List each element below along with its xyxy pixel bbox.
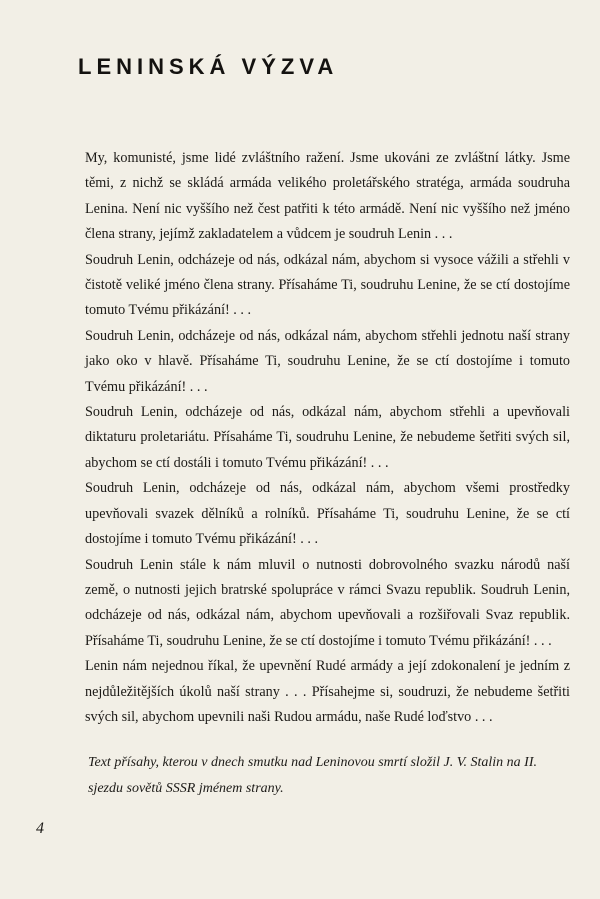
page-title: LENINSKÁ VÝZVA xyxy=(78,54,339,79)
source-caption: Text přísahy, kterou v dnech smutku nad Leninovou smrtí složil J. V. Stalin na II. sjezdu sovětů SSSR jménem strany. xyxy=(88,755,538,796)
paragraph: Soudruh Lenin, odcházeje od nás, odkázal nám, abychom všemi prostředky upevňovali svazek dělníků a rolníků. Přísaháme Ti, soudruhu Lenine, že se ctí dostojíme i tomuto Tvému přikázání! . . . xyxy=(85,480,570,548)
paragraph: Soudruh Lenin, odcházeje od nás, odkázal nám, abychom střehli a upevňovali diktaturu proletariátu. Přísaháme Ti, soudruhu Lenine, že nebudeme šetřiti svých sil, abychom se ctí dostáli i tomuto Tvému přikázání! . . . xyxy=(85,404,570,471)
paragraph: Lenin nám nejednou říkal, že upevnění Rudé armády a její zdokonalení je jedním z nejdůležitějších úkolů naší strany . . . Přísahejme si, soudruzi, že nebudeme šetřiti svých sil, abychom upevnili naši Rudou armádu, naše Rudé loďstvo . . . xyxy=(85,658,570,725)
paragraph: Soudruh Lenin stále k nám mluvil o nutnosti dobrovolného svazku národů naší země, o nutnosti jejich bratrské spolupráce v rámci Svazu republik. Soudruh Lenin, odcházeje od nás, odkázal nám, abychom upevňovali a rozšiřovali Svaz republik. Přísaháme Ti, soudruhu Lenine, že se ctí dostojíme i tomuto Tvému přikázání! . . . xyxy=(85,556,570,649)
paragraph: My, komunisté, jsme lidé zvláštního ražení. Jsme ukováni ze zvláštní látky. Jsme těmi, z nichž se skládá armáda velikého proletářského stratéga, armáda soudruha Lenina. Není nic vyššího než čest patřiti k této armádě. Není nic vyššího než jméno člena strany, jejímž zakladatelem a vůdcem je soudruh Lenin . . . xyxy=(85,150,570,243)
page-number: 4 xyxy=(36,820,44,837)
paragraph: Soudruh Lenin, odcházeje od nás, odkázal nám, abychom si vysoce vážili a střehli v čistotě veliké jméno člena strany. Přísaháme Ti, soudruhu Lenine, že se ctí dostojíme tomuto Tvému přikázání! . . . xyxy=(85,251,570,319)
oath-text xyxy=(85,146,570,730)
paragraph: Soudruh Lenin, odcházeje od nás, odkázal nám, abychom střehli jednotu naší strany jako oko v hlavě. Přísaháme Ti, soudruhu Lenine, že se ctí dostojíme i tomuto Tvému přikázání! . . . xyxy=(85,327,570,395)
